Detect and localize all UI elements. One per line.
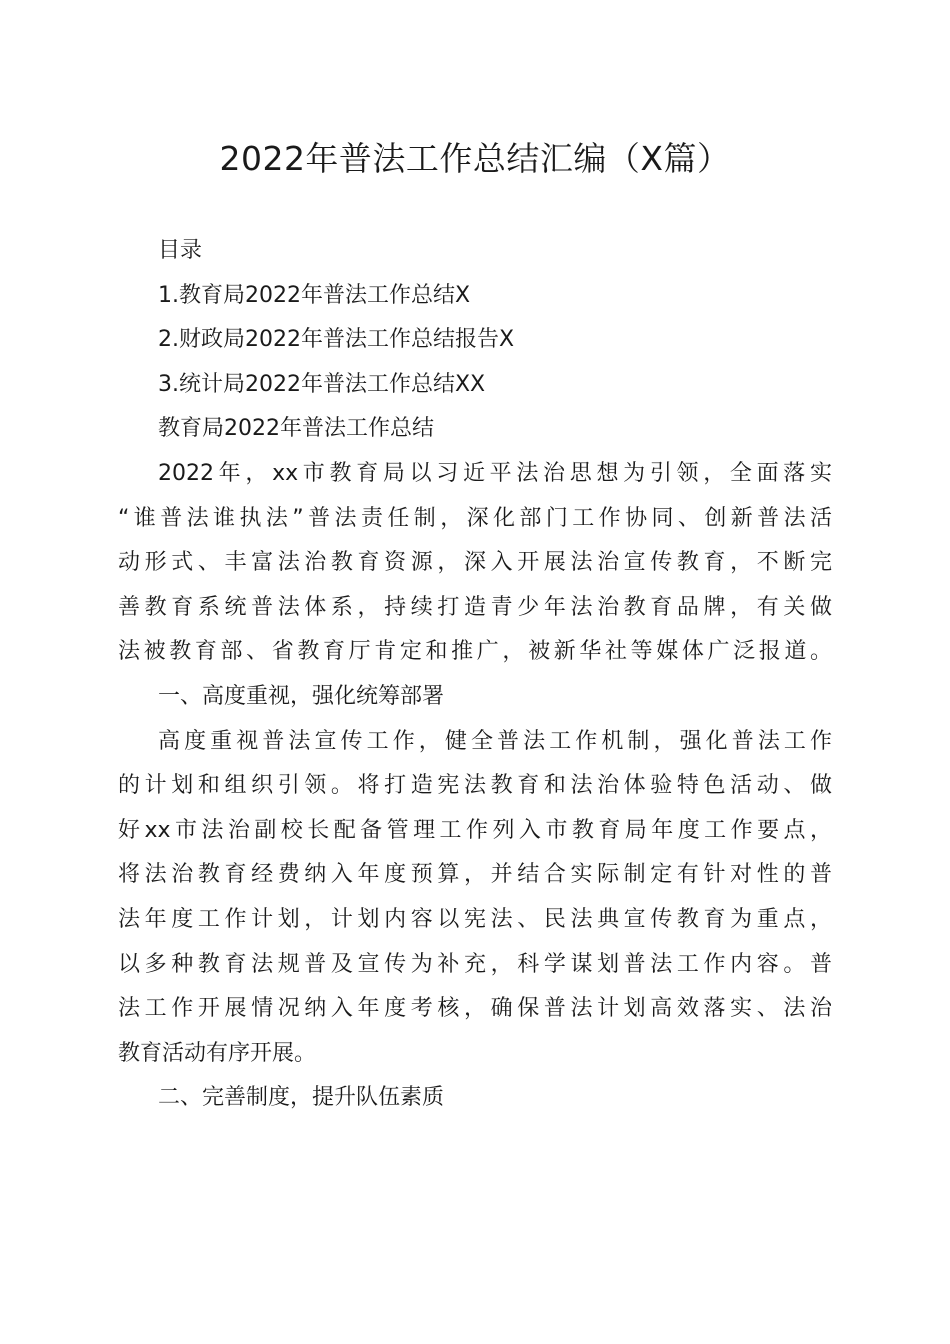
section-heading: 一、高度重视，强化统筹部署	[158, 683, 445, 709]
section1-paragraph-line: 高度重视普法宣传工作，健全普法工作机制，强化普法工作	[158, 728, 832, 754]
intro-paragraph-line: 法被教育部、省教育厅肯定和推广，被新华社等媒体广泛报道。	[118, 639, 832, 665]
intro-paragraph-line: 善教育系统普法体系，持续打造青少年法治教育品牌，有关做	[118, 594, 832, 620]
intro-paragraph-line: “谁普法谁执法”普法责任制，深化部门工作协同、创新普法活	[118, 505, 832, 531]
section1-paragraph-line: 教育活动有序开展。	[118, 1040, 317, 1066]
article-title: 教育局2022年普法工作总结	[158, 416, 434, 442]
section1-paragraph-line: 法年度工作计划，计划内容以宪法、民法典宣传教育为重点，	[118, 906, 832, 932]
section1-paragraph-line: 法工作开展情况纳入年度考核，确保普法计划高效落实、法治	[118, 996, 832, 1022]
section1-paragraph-line: 以多种教育法规普及宣传为补充，科学谋划普法工作内容。普	[118, 951, 832, 977]
section-heading: 二、完善制度，提升队伍素质	[158, 1085, 445, 1111]
section1-paragraph-line: 好xx市法治副校长配备管理工作列入市教育局年度工作要点，	[118, 817, 832, 843]
toc-item: 3.统计局2022年普法工作总结XX	[158, 371, 486, 397]
toc-heading: 目录	[158, 238, 203, 263]
section1-paragraph-line: 将法治教育经费纳入年度预算，并结合实际制定有针对性的普	[118, 862, 832, 888]
document-body	[118, 229, 832, 1121]
toc-item: 2.财政局2022年普法工作总结报告X	[158, 327, 515, 353]
toc-item: 1.教育局2022年普法工作总结X	[158, 282, 471, 308]
section1-paragraph-line: 的计划和组织引领。将打造宪法教育和法治体验特色活动、做	[118, 773, 832, 799]
intro-paragraph-line: 2022年，xx市教育局以习近平法治思想为引领，全面落实	[158, 460, 832, 486]
intro-paragraph-line: 动形式、丰富法治教育资源，深入开展法治宣传教育，不断完	[118, 550, 832, 576]
document-title: 2022年普法工作总结汇编（X篇）	[219, 139, 731, 178]
